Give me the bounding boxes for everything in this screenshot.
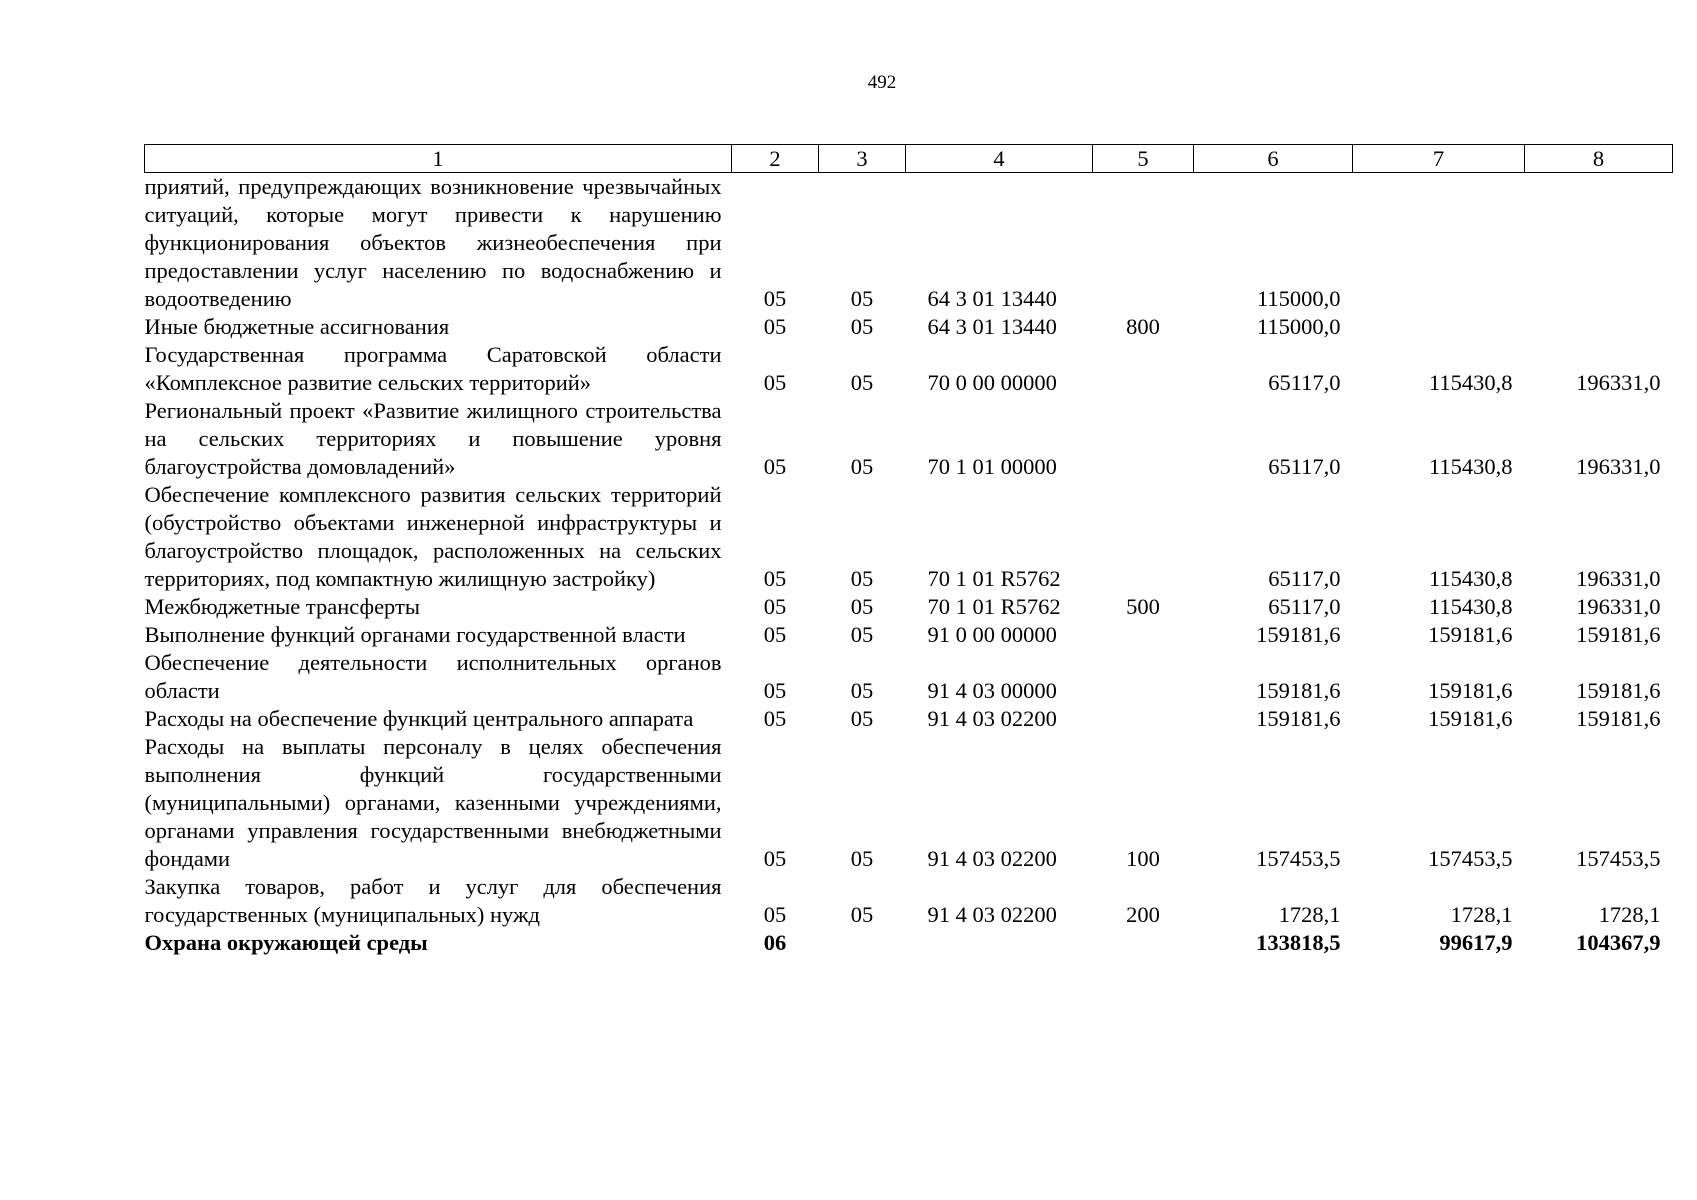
row-subsection: 05 (850, 286, 874, 311)
row-amount-col7: 159181,6 (1428, 678, 1513, 703)
row-amount-col8: 196331,0 (1576, 566, 1661, 591)
row-amount-col7: 115430,8 (1428, 454, 1513, 479)
row-amount-col7 (1353, 173, 1525, 314)
row-amount-col7: 115430,8 (1428, 594, 1513, 619)
row-target-code: 91 4 03 02200 (927, 846, 1057, 871)
row-name: Иные бюджетные ассигнования (144, 314, 450, 339)
row-name: приятий, предупреждающих возникновение чрезвычайных ситуаций, которые могут привести к нарушению функционирования объектов жизнеобеспечения при предоставлении услуг населению по водоснабжению и водоотведению (144, 174, 722, 311)
row-expense-type (1093, 705, 1194, 733)
page-number: 492 (867, 72, 897, 93)
table-row (145, 313, 1673, 341)
row-expense-type (1093, 397, 1194, 481)
row-name: Охрана окружающей среды (144, 930, 428, 955)
row-amount-col7: 157453,5 (1428, 846, 1513, 871)
row-expense-type: 500 (1126, 594, 1160, 619)
row-name: Расходы на выплаты персоналу в целях обеспечения выполнения функций государственными (муниципальными) органами, казенными учреждениями, органами управления государственными внебюджетными фондами (144, 734, 722, 871)
row-subsection: 05 (850, 566, 874, 591)
row-section: 05 (763, 678, 787, 703)
row-name: Обеспечение деятельности исполнительных органов области (144, 650, 722, 703)
row-subsection: 05 (850, 370, 874, 395)
row-subsection: 05 (850, 846, 874, 871)
row-amount-col6: 159181,6 (1256, 678, 1341, 703)
table-row (145, 481, 1673, 593)
row-name: Закупка товаров, работ и услуг для обеспечения государственных (муниципальных) нужд (144, 874, 722, 927)
row-name: Государственная программа Саратовской области «Комплексное развитие сельских территорий» (144, 342, 722, 395)
row-subsection: 05 (850, 454, 874, 479)
column-header: 2 (732, 145, 819, 173)
row-subsection: 05 (850, 706, 874, 731)
table-row (145, 593, 1673, 621)
row-name: Выполнение функций органами государственной власти (144, 622, 686, 647)
column-header: 3 (819, 145, 906, 173)
row-section: 05 (763, 566, 787, 591)
row-subsection: 05 (850, 594, 874, 619)
row-amount-col8: 159181,6 (1576, 706, 1661, 731)
row-amount-col8 (1525, 313, 1673, 341)
row-expense-type (1093, 173, 1194, 314)
column-header: 1 (145, 145, 732, 173)
row-amount-col7 (1353, 313, 1525, 341)
column-header: 6 (1194, 145, 1353, 173)
row-amount-col6: 133818,5 (1256, 930, 1341, 955)
row-amount-col6: 159181,6 (1256, 706, 1341, 731)
row-section: 05 (763, 846, 787, 871)
row-amount-col8: 159181,6 (1576, 622, 1661, 647)
row-target-code: 91 4 03 02200 (927, 902, 1057, 927)
row-target-code (906, 929, 1093, 957)
row-section: 05 (763, 370, 787, 395)
row-amount-col7: 1728,1 (1450, 902, 1513, 927)
row-name: Обеспечение комплексного развития сельских территорий (обустройство объектами инженерной инфраструктуры и благоустройство площадок, расположенных на сельских территориях, под компактную жилищную застройку) (144, 482, 722, 591)
row-target-code: 91 4 03 02200 (927, 706, 1057, 731)
row-amount-col8: 196331,0 (1576, 594, 1661, 619)
row-subsection: 05 (850, 622, 874, 647)
row-amount-col8: 159181,6 (1576, 678, 1661, 703)
row-amount-col6: 65117,0 (1268, 594, 1341, 619)
row-section: 05 (763, 622, 787, 647)
row-amount-col8: 1728,1 (1598, 902, 1661, 927)
row-subsection (819, 929, 906, 957)
row-amount-col7: 159181,6 (1428, 622, 1513, 647)
row-amount-col6: 115000,0 (1256, 286, 1341, 311)
column-header: 4 (906, 145, 1093, 173)
row-amount-col8: 157453,5 (1576, 846, 1661, 871)
row-expense-type: 200 (1126, 902, 1160, 927)
row-target-code: 91 0 00 00000 (927, 622, 1057, 647)
budget-table (144, 144, 1673, 957)
row-amount-col8 (1525, 173, 1673, 314)
row-target-code: 70 0 00 00000 (927, 370, 1057, 395)
row-section: 05 (763, 594, 787, 619)
row-expense-type (1093, 929, 1194, 957)
row-expense-type (1093, 341, 1194, 397)
table-row-section-total (145, 929, 1673, 957)
row-name: Расходы на обеспечение функций центрального аппарата (144, 706, 694, 731)
table-row (145, 649, 1673, 705)
row-name: Межбюджетные трансферты (144, 594, 420, 619)
row-name: Региональный проект «Развитие жилищного строительства на сельских территориях и повышение уровня благоустройства домовладений» (144, 398, 722, 479)
row-amount-col6: 65117,0 (1268, 370, 1341, 395)
table-row (145, 621, 1673, 649)
row-amount-col8: 196331,0 (1576, 454, 1661, 479)
row-amount-col6: 159181,6 (1256, 622, 1341, 647)
column-header: 7 (1353, 145, 1525, 173)
row-subsection: 05 (850, 902, 874, 927)
row-target-code: 64 3 01 13440 (927, 286, 1057, 311)
row-section: 05 (763, 454, 787, 479)
row-expense-type: 100 (1126, 846, 1160, 871)
row-expense-type: 800 (1126, 314, 1160, 339)
row-amount-col6: 1728,1 (1278, 902, 1341, 927)
row-amount-col8: 196331,0 (1576, 370, 1661, 395)
row-expense-type (1093, 649, 1194, 705)
row-expense-type (1093, 481, 1194, 593)
table-row (145, 733, 1673, 873)
row-section: 05 (763, 314, 787, 339)
table-row (145, 873, 1673, 929)
row-target-code: 70 1 01 R5762 (927, 594, 1061, 619)
row-expense-type (1093, 621, 1194, 649)
row-target-code: 91 4 03 00000 (927, 678, 1057, 703)
table-body (145, 173, 1673, 958)
row-amount-col6: 157453,5 (1256, 846, 1341, 871)
row-amount-col7: 115430,8 (1428, 566, 1513, 591)
row-amount-col6: 65117,0 (1268, 454, 1341, 479)
row-subsection: 05 (850, 678, 874, 703)
row-amount-col6: 65117,0 (1268, 566, 1341, 591)
row-amount-col7: 99617,9 (1439, 930, 1513, 955)
row-section: 05 (763, 706, 787, 731)
row-section: 05 (763, 902, 787, 927)
row-amount-col7: 159181,6 (1428, 706, 1513, 731)
row-section: 06 (763, 930, 787, 955)
table-row (145, 341, 1673, 397)
row-target-code: 64 3 01 13440 (927, 314, 1057, 339)
row-section: 05 (763, 286, 787, 311)
row-target-code: 70 1 01 R5762 (927, 566, 1061, 591)
row-subsection: 05 (850, 314, 874, 339)
row-target-code: 70 1 01 00000 (927, 454, 1057, 479)
column-header: 8 (1525, 145, 1673, 173)
column-header: 5 (1093, 145, 1194, 173)
row-amount-col8: 104367,9 (1576, 930, 1661, 955)
row-amount-col6: 115000,0 (1256, 314, 1341, 339)
table-row (145, 705, 1673, 733)
table-row (145, 397, 1673, 481)
table-row (145, 173, 1673, 314)
table-header-row (145, 145, 1673, 173)
row-amount-col7: 115430,8 (1428, 370, 1513, 395)
